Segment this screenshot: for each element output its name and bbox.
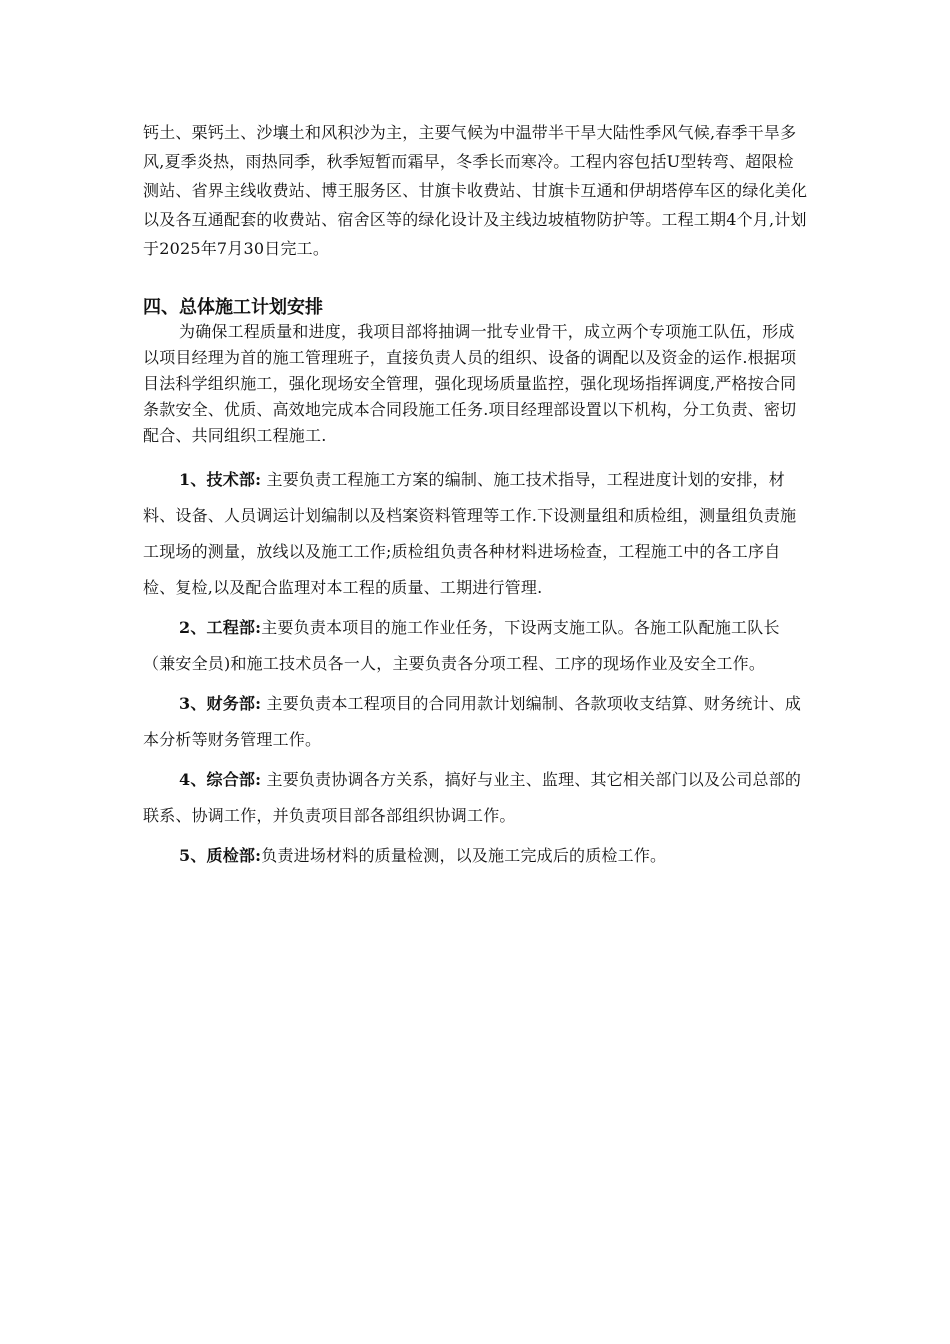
department-text: 负责进场材料的质量检测，以及施工完成后的质检工作。 — [261, 846, 667, 865]
department-item-finance — [143, 686, 809, 758]
department-title: 3、财务部: — [179, 694, 262, 713]
department-title: 1、技术部: — [179, 470, 262, 489]
department-item-engineering — [143, 610, 809, 682]
department-title: 5、质检部: — [179, 846, 262, 865]
section-paragraph: 为确保工程质量和进度，我项目部将抽调一批专业骨干，成立两个专项施工队伍，形成以项目经理为首的施工管理班子，直接负责人员的组织、设备的调配以及资金的运作.根据项目法科学组织施工，强化现场安全管理，强化现场质量监控，强化现场指挥调度,严格按合同条款安全、优质、高效地完成本合同段施工任务.项目经理部设置以下机构，分工负责、密切配合、共同组织工程施工. — [143, 322, 797, 445]
department-item-technical — [143, 462, 809, 606]
department-text: 主要负责工程施工方案的编制、施工技术指导，工程进度计划的安排，材料、设备、人员调运计划编制以及档案资料管理等工作.下设测量组和质检组，测量组负责施工现场的测量，放线以及施工工作;质检组负责各种材料进场检查，工程施工中的各工序自检、复检,以及配合监理对本工程的质量、工期进行管理. — [143, 470, 797, 597]
department-text: 主要负责本工程项目的合同用款计划编制、各款项收支结算、财务统计、成本分析等财务管理工作。 — [143, 694, 802, 749]
department-list — [143, 462, 809, 878]
intro-paragraph: 钙土、栗钙土、沙壤土和风积沙为主，主要气候为中温带半干旱大陆性季风气候,春季干旱多风,夏季炎热，雨热同季，秋季短暂而霜早，冬季长而寒冷。工程内容包括U型转弯、超限检测站、省界主线收费站、博王服务区、甘旗卡收费站、甘旗卡互通和伊胡塔停车区的绿化美化以及各互通配套的收费站、宿舍区等的绿化设计及主线边坡植物防护等。工程工期4个月,计划于2025年7月30日完工。 — [143, 123, 808, 258]
section-heading: 四、总体施工计划安排 — [143, 297, 323, 318]
department-text: 主要负责本项目的施工作业任务，下设两支施工队。各施工队配施工队长（兼安全员)和施工技术员各一人，主要负责各分项工程、工序的现场作业及安全工作。 — [143, 618, 780, 673]
department-text: 主要负责协调各方关系，搞好与业主、监理、其它相关部门以及公司总部的联系、协调工作，并负责项目部各部组织协调工作。 — [143, 770, 802, 825]
department-item-quality — [143, 838, 809, 874]
department-title: 2、工程部: — [179, 618, 262, 637]
department-title: 4、综合部: — [179, 770, 262, 789]
department-item-general — [143, 762, 809, 834]
